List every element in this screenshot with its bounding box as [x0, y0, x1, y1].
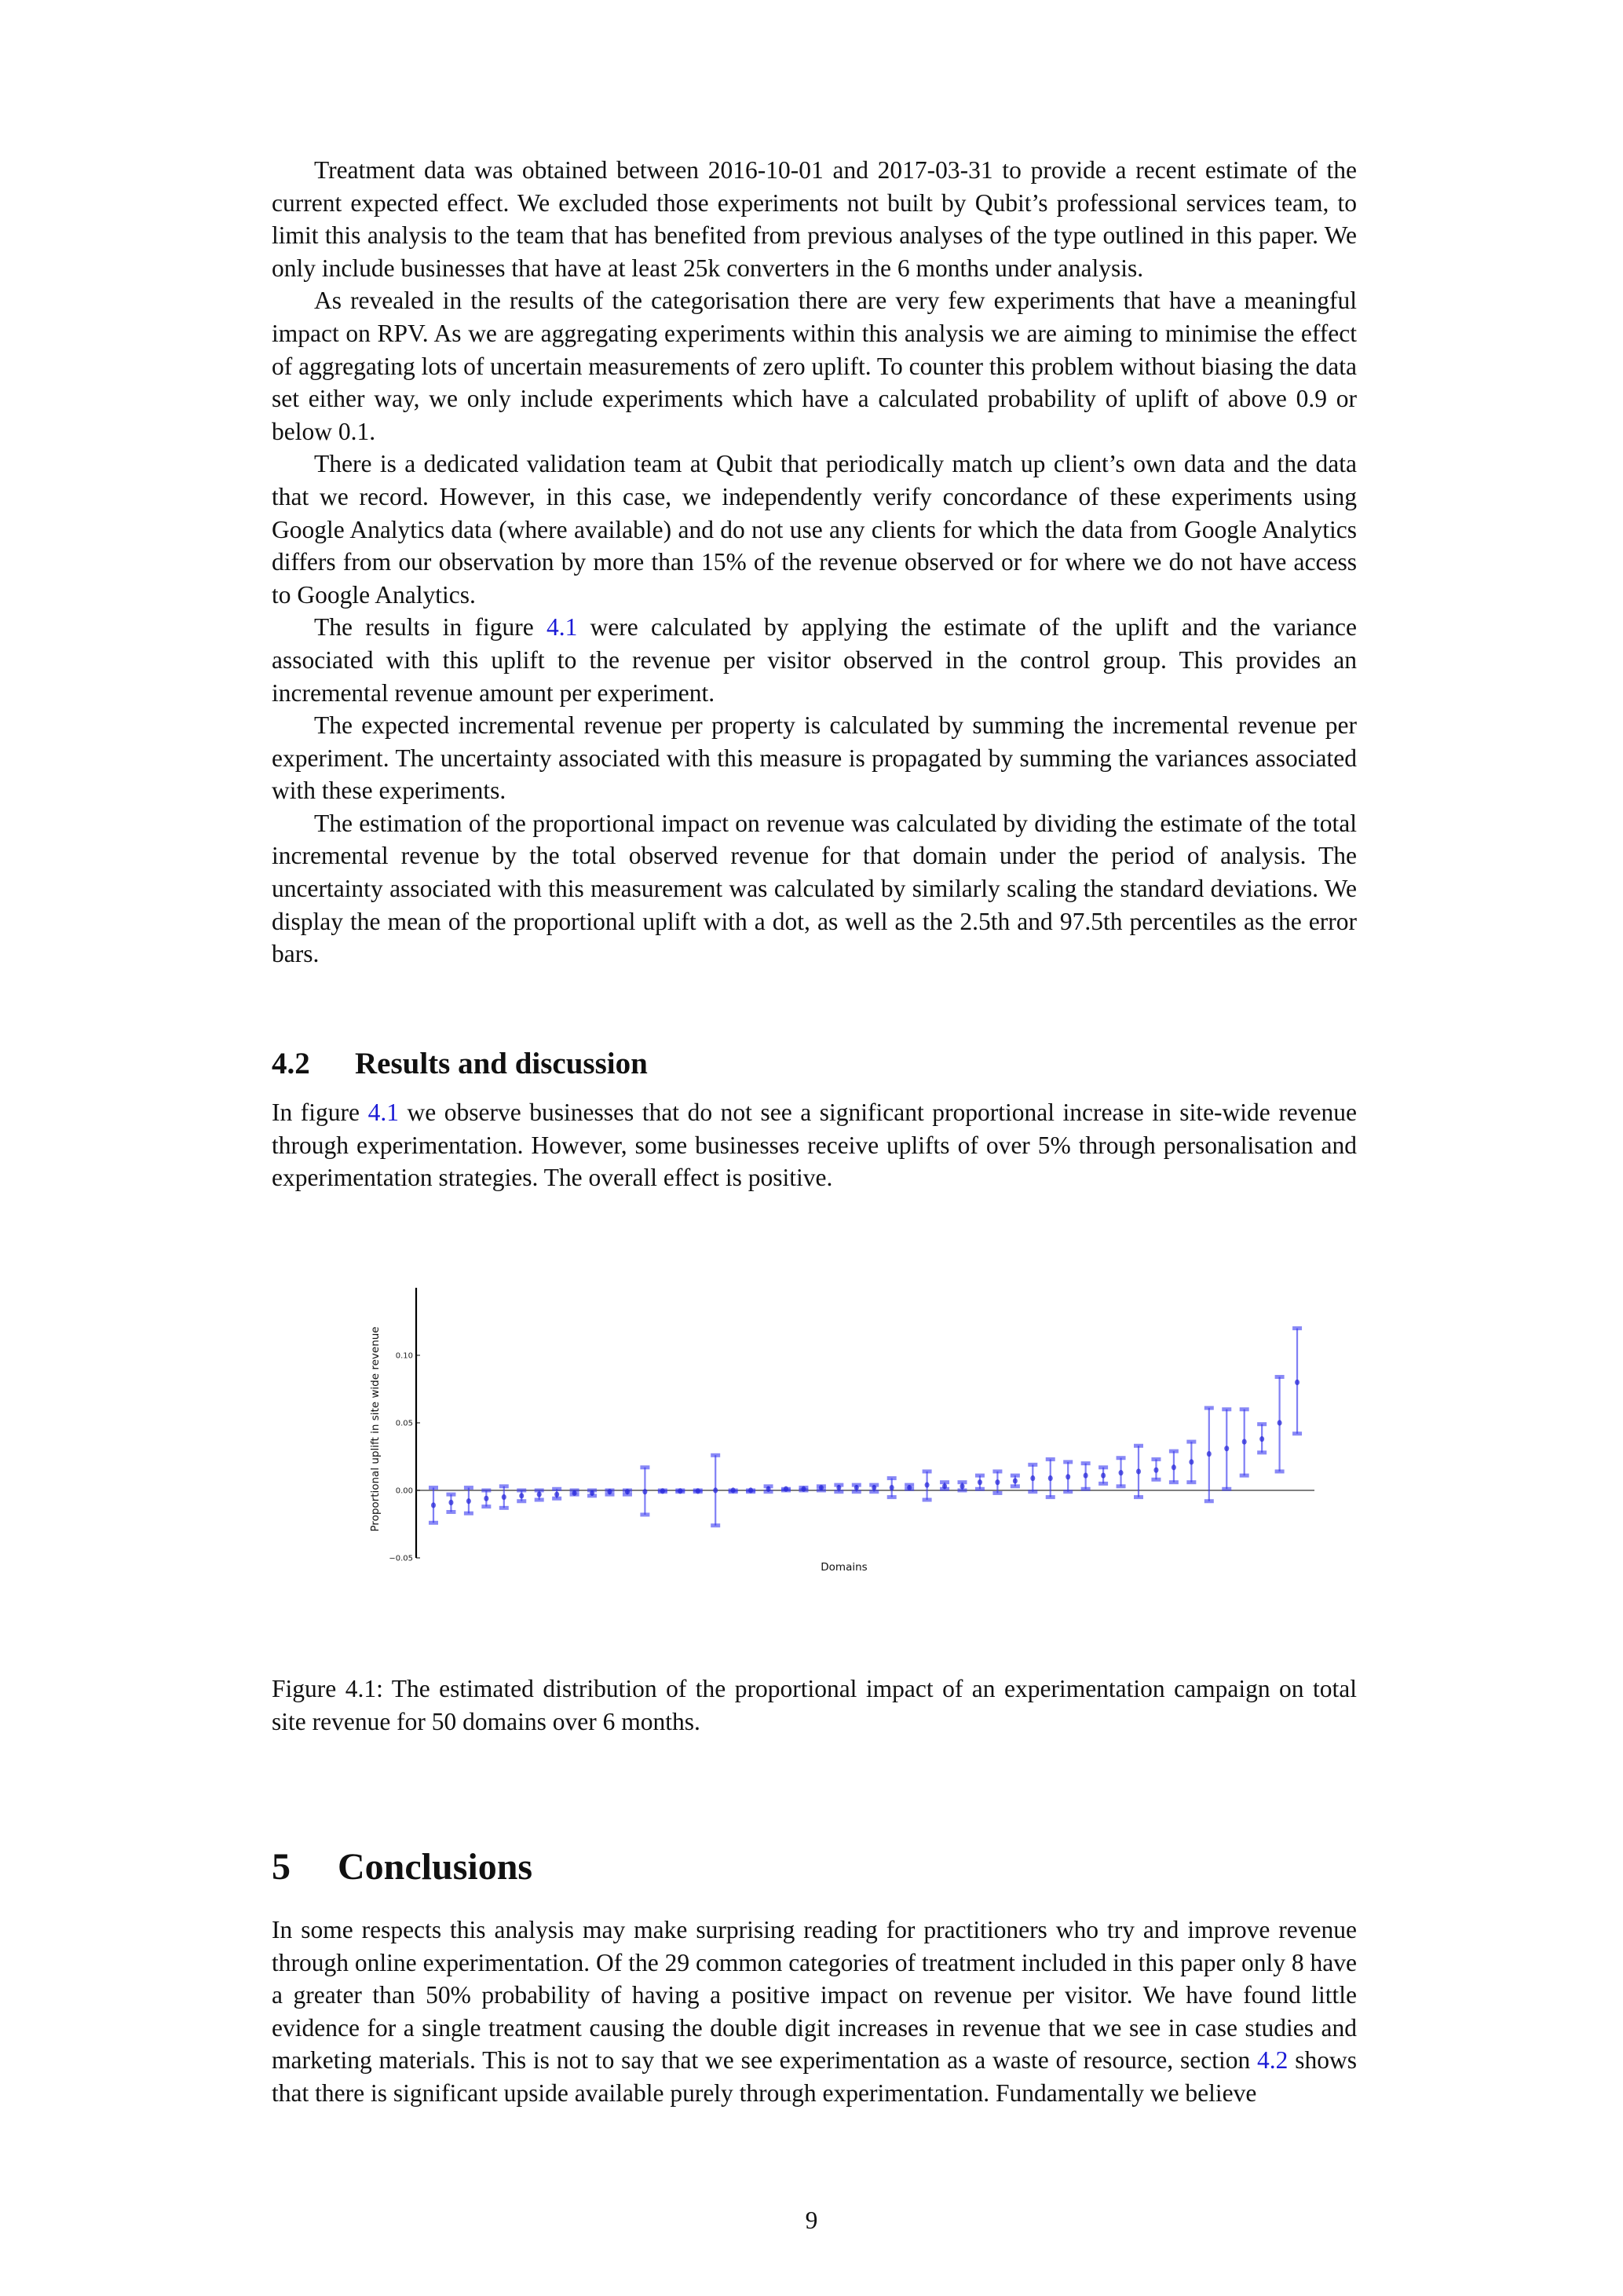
error-bar-upper-cap	[1222, 1407, 1231, 1411]
paragraph-expected-revenue: The expected incremental revenue per property is calculated by summing the incremental revenue per experiment. The uncertainty associated with this measure is propagated by summing the variances associated with these experiments.	[272, 711, 1357, 805]
mean-dot	[572, 1490, 577, 1496]
error-bar-lower-cap	[1222, 1487, 1231, 1491]
section-heading	[272, 1844, 532, 1891]
error-bar-upper-cap	[1275, 1375, 1285, 1379]
mean-dot	[625, 1489, 630, 1494]
mean-dot	[995, 1479, 1000, 1485]
error-bar-lower-cap	[887, 1495, 897, 1499]
error-bar-point	[1098, 1465, 1108, 1486]
error-bar-lower-cap	[1240, 1474, 1249, 1478]
error-bar-lower-cap	[429, 1521, 438, 1525]
y-tick-label: 0.05	[395, 1419, 413, 1428]
page-number: 9	[805, 2206, 818, 2234]
error-bar-point	[1046, 1457, 1055, 1499]
error-bar-upper-cap	[992, 1469, 1002, 1473]
mean-dot	[713, 1487, 718, 1493]
mean-dot	[431, 1502, 436, 1508]
mean-dot	[1119, 1470, 1124, 1475]
error-bar-point	[1063, 1460, 1073, 1493]
section-ref-link[interactable]: 4.2	[1257, 2046, 1289, 2075]
mean-dot	[1259, 1436, 1264, 1442]
error-bar-point	[1292, 1326, 1302, 1435]
error-bar-upper-cap	[1117, 1456, 1126, 1460]
mean-dot	[978, 1479, 982, 1485]
text-fragment: were calculated by applying the estimate of the uplift and the variance associated with this uplift to the revenue per visitor observed in the control group. This provides an incremental revenue amount per experiment.	[272, 613, 1357, 707]
figure-ref-link[interactable]: 4.1	[367, 1099, 399, 1126]
mean-dot	[448, 1500, 453, 1505]
mean-dot	[854, 1485, 859, 1490]
paragraph-proportional-impact: The estimation of the proportional impact on revenue was calculated by dividing the estimate of the total incremental revenue by the total observed revenue for that domain under the period of analysis. The uncertainty associated with this measurement was calculated by similarly scaling the standard deviations. We display the mean of the proportional uplift with a dot, as well as the 2.5th and 97.5th percentiles as the error bars.	[272, 809, 1357, 968]
error-bar-point	[1117, 1456, 1126, 1488]
error-bar-point	[1240, 1407, 1249, 1477]
error-bar-lower-cap	[1028, 1490, 1037, 1493]
text-fragment: we observe businesses that do not see a significant proportional increase in site-wide revenue through experimentation. However, some businesses receive uplifts of over 5% through personalisation and experimentation strategies. The overall effect is positive.	[272, 1099, 1358, 1192]
error-bar-point	[1081, 1461, 1091, 1491]
error-bar-lower-cap	[446, 1510, 455, 1514]
mean-dot	[819, 1485, 824, 1490]
text-fragment: In figure	[272, 1099, 368, 1126]
error-bar-point	[693, 1488, 703, 1493]
error-bar-point	[817, 1484, 826, 1492]
mean-dot	[1278, 1420, 1282, 1425]
error-bar-point	[1028, 1463, 1037, 1493]
error-bar-upper-cap	[552, 1487, 561, 1491]
error-bar-lower-cap	[640, 1512, 649, 1516]
error-bar-point	[658, 1488, 667, 1493]
error-bar-lower-cap	[711, 1523, 720, 1527]
error-bar-upper-cap	[1011, 1474, 1020, 1478]
error-bar-lower-cap	[1151, 1478, 1161, 1482]
mean-dot	[1048, 1475, 1053, 1481]
error-bar-point	[923, 1469, 932, 1501]
error-bar-upper-cap	[1292, 1326, 1302, 1330]
figure-caption: Figure 4.1: The estimated distribution of the proportional impact of an experimentation campaign on total site revenue for 50 domains over 6 months.	[272, 1675, 1357, 1735]
error-bar-lower-cap	[975, 1487, 985, 1491]
mean-dot	[608, 1489, 612, 1494]
error-bar-upper-cap	[975, 1474, 985, 1478]
mean-dot	[942, 1483, 947, 1489]
mean-dot	[731, 1487, 736, 1493]
text-fragment: shows that there is significant upside available purely through experimentation. Fundamentally we believe	[272, 2046, 1357, 2107]
results-text-block	[272, 1096, 1357, 1194]
mean-dot	[766, 1486, 771, 1492]
mean-dot	[537, 1492, 542, 1497]
error-bar-lower-cap	[1046, 1495, 1055, 1499]
error-bar-point	[992, 1469, 1002, 1495]
error-bar-point	[587, 1489, 597, 1498]
error-bar-upper-cap	[1098, 1465, 1108, 1469]
mean-dot	[1101, 1472, 1106, 1478]
error-bar-lower-cap	[1063, 1490, 1073, 1493]
error-bar-point	[570, 1489, 579, 1497]
error-bar-lower-cap	[535, 1498, 544, 1502]
mean-dot	[872, 1485, 876, 1490]
error-bar-upper-cap	[464, 1486, 473, 1490]
error-bar-point	[799, 1486, 808, 1492]
mean-dot	[642, 1489, 647, 1494]
error-bar-upper-cap	[446, 1493, 455, 1497]
error-bar-upper-cap	[1186, 1440, 1196, 1444]
error-bar-lower-cap	[923, 1498, 932, 1502]
paragraph-conclusions	[272, 1914, 1357, 2110]
mean-dot	[1030, 1475, 1035, 1481]
x-axis-label: Domains	[821, 1561, 868, 1574]
mean-dot	[660, 1488, 665, 1493]
mean-dot	[925, 1483, 930, 1488]
mean-dot	[1136, 1468, 1141, 1474]
error-bar-point	[675, 1488, 685, 1493]
error-bar-upper-cap	[1204, 1406, 1214, 1410]
error-bar-upper-cap	[887, 1476, 897, 1480]
error-bar-upper-cap	[499, 1484, 509, 1488]
error-bar-point	[852, 1483, 861, 1494]
error-bar-point	[1169, 1450, 1179, 1485]
figure-4-1	[361, 1272, 1343, 1586]
method-text-block	[272, 154, 1357, 971]
paragraph-validation: There is a dedicated validation team at Qubit that periodically match up client’s own data and the data that we record. However, in this case, we independently verify concordance of these experiments using Google Analytics data (where available) and do not use any clients for which the data from Google Analytics differs from our observation by more than 15% of the revenue observed or for where we do not have access to Google Analytics.	[272, 450, 1357, 609]
mean-dot	[1084, 1472, 1088, 1478]
y-tick-label: 0.10	[395, 1351, 413, 1361]
mean-dot	[836, 1485, 841, 1490]
error-bar-lower-cap	[1081, 1487, 1091, 1491]
error-bar-lower-cap	[1169, 1480, 1179, 1484]
error-bar-point	[1011, 1474, 1020, 1489]
error-bar-point	[834, 1483, 843, 1494]
subsection-heading	[272, 1044, 648, 1084]
error-bar-upper-cap	[1063, 1460, 1073, 1464]
paragraph-results-calc	[272, 611, 1357, 709]
error-bar-point	[1257, 1422, 1267, 1454]
error-bar-upper-cap	[640, 1465, 649, 1469]
error-bar-point	[429, 1486, 438, 1525]
error-bar-point	[975, 1474, 985, 1491]
error-bar-upper-cap	[481, 1489, 491, 1493]
mean-dot	[1066, 1474, 1070, 1479]
error-bar-lower-cap	[1275, 1469, 1285, 1473]
error-bar-lower-cap	[464, 1512, 473, 1515]
subsection-title: Results and discussion	[355, 1047, 648, 1080]
paragraph-categorisation: As revealed in the results of the categorisation there are very few experiments that have a meaningful impact on RPV. As we are aggregating experiments within this analysis we are aiming to minimise the effect of aggregating lots of uncertain measurements of zero uplift. To counter this problem without biasing the data set either way, we only include experiments which have a calculated probability of uplift of above 0.9 or below 0.1.	[272, 287, 1357, 445]
error-bar-lower-cap	[992, 1491, 1002, 1495]
error-bar-point	[1204, 1406, 1214, 1504]
mean-dot	[678, 1488, 682, 1493]
y-tick-label: −0.05	[389, 1554, 413, 1563]
error-bar-point	[729, 1487, 738, 1493]
error-bar-lower-cap	[481, 1504, 491, 1508]
error-bar-upper-cap	[1169, 1450, 1179, 1453]
mean-dot	[907, 1485, 912, 1490]
y-tick-label: 0.00	[395, 1486, 413, 1496]
error-bar-point	[640, 1465, 649, 1516]
mean-dot	[590, 1490, 594, 1496]
error-bar-point	[887, 1476, 897, 1499]
error-bar-point	[623, 1489, 632, 1497]
mean-dot	[1189, 1459, 1193, 1464]
error-bar-point	[499, 1484, 509, 1510]
error-bar-point	[869, 1483, 879, 1494]
error-bar-upper-cap	[1134, 1444, 1143, 1448]
mean-dot	[1224, 1446, 1229, 1451]
mean-dot	[1242, 1439, 1247, 1444]
section-number: 5	[272, 1846, 291, 1888]
error-bar-point	[1186, 1440, 1196, 1485]
error-bar-upper-cap	[923, 1469, 932, 1473]
mean-dot	[1172, 1464, 1176, 1470]
mean-dot	[784, 1486, 788, 1492]
mean-dot	[554, 1492, 559, 1497]
mean-dot	[519, 1493, 524, 1498]
error-bar-upper-cap	[1046, 1457, 1055, 1461]
mean-dot	[484, 1496, 488, 1501]
mean-dot	[960, 1483, 965, 1489]
error-bar-point	[940, 1480, 949, 1491]
error-bar-lower-cap	[499, 1506, 509, 1510]
text-fragment: The results in figure	[314, 613, 546, 642]
mean-dot	[1013, 1478, 1018, 1483]
error-bar-point	[764, 1484, 773, 1493]
error-bar-upper-cap	[517, 1489, 526, 1493]
paragraph-results-discussion	[272, 1096, 1357, 1194]
error-bar-point	[535, 1489, 544, 1502]
error-bar-upper-cap	[1240, 1407, 1249, 1411]
error-bar-upper-cap	[429, 1486, 438, 1490]
mean-dot	[801, 1486, 806, 1492]
error-bar-point	[552, 1487, 561, 1501]
error-bar-upper-cap	[711, 1453, 720, 1457]
error-bar-upper-cap	[1257, 1422, 1267, 1426]
error-bar-point	[1275, 1375, 1285, 1473]
errorbar-chart	[361, 1272, 1343, 1586]
conclusions-text-block	[272, 1914, 1357, 2110]
error-bar-lower-cap	[1134, 1495, 1143, 1499]
error-bar-point	[1222, 1407, 1231, 1490]
mean-dot	[748, 1487, 753, 1493]
error-bar-lower-cap	[1117, 1484, 1126, 1488]
error-bar-upper-cap	[1151, 1457, 1161, 1461]
error-bar-point	[481, 1489, 491, 1509]
error-bar-point	[446, 1493, 455, 1514]
text-fragment: In some respects this analysis may make surprising reading for practitioners who try and improve revenue through online experimentation. Of the 29 common categories of treatment included in this paper only 8 have a greater than 50% probability of having a positive impact on revenue per visitor. We have found little evidence for a single treatment causing the double digit increases in revenue that we see in case studies and marketing materials. This is not to say that we see experimentation as a waste of resource, section	[272, 1916, 1357, 2075]
error-bar-lower-cap	[1204, 1499, 1214, 1503]
error-bar-point	[517, 1489, 526, 1504]
error-bar-lower-cap	[517, 1499, 526, 1503]
mean-dot	[502, 1494, 506, 1500]
mean-dot	[1207, 1451, 1212, 1457]
figure-ref-link[interactable]: 4.1	[546, 613, 578, 642]
error-bar-lower-cap	[1011, 1484, 1020, 1488]
error-bar-point	[781, 1486, 791, 1493]
y-axis-label: Proportional uplift in site wide revenue	[369, 1326, 382, 1532]
error-bar-lower-cap	[1186, 1480, 1196, 1484]
mean-dot	[696, 1488, 700, 1493]
mean-dot	[1295, 1380, 1299, 1385]
error-bar-lower-cap	[1257, 1450, 1267, 1454]
error-bar-upper-cap	[1081, 1461, 1091, 1465]
error-bar-point	[746, 1487, 755, 1493]
error-bar-point	[1151, 1457, 1161, 1482]
error-bar-lower-cap	[1098, 1482, 1108, 1486]
paragraph-treatment-data: Treatment data was obtained between 2016-10-01 and 2017-03-31 to provide a recent estimate of the current expected effect. We excluded those experiments not built by Qubit’s professional services team, to limit this analysis to the team that has benefited from previous analyses of the type outlined in this paper. We only include businesses that have at least 25k converters in the 6 months under analysis.	[272, 156, 1357, 282]
mean-dot	[1153, 1468, 1158, 1473]
error-bar-point	[958, 1480, 967, 1492]
mean-dot	[466, 1498, 471, 1504]
error-bar-upper-cap	[1028, 1463, 1037, 1467]
error-bar-point	[905, 1483, 914, 1491]
mean-dot	[890, 1485, 894, 1490]
error-bar-lower-cap	[1292, 1431, 1302, 1435]
error-bars	[429, 1326, 1302, 1527]
section-title: Conclusions	[338, 1846, 533, 1888]
subsection-number: 4.2	[272, 1047, 310, 1080]
error-bar-point	[605, 1489, 615, 1497]
